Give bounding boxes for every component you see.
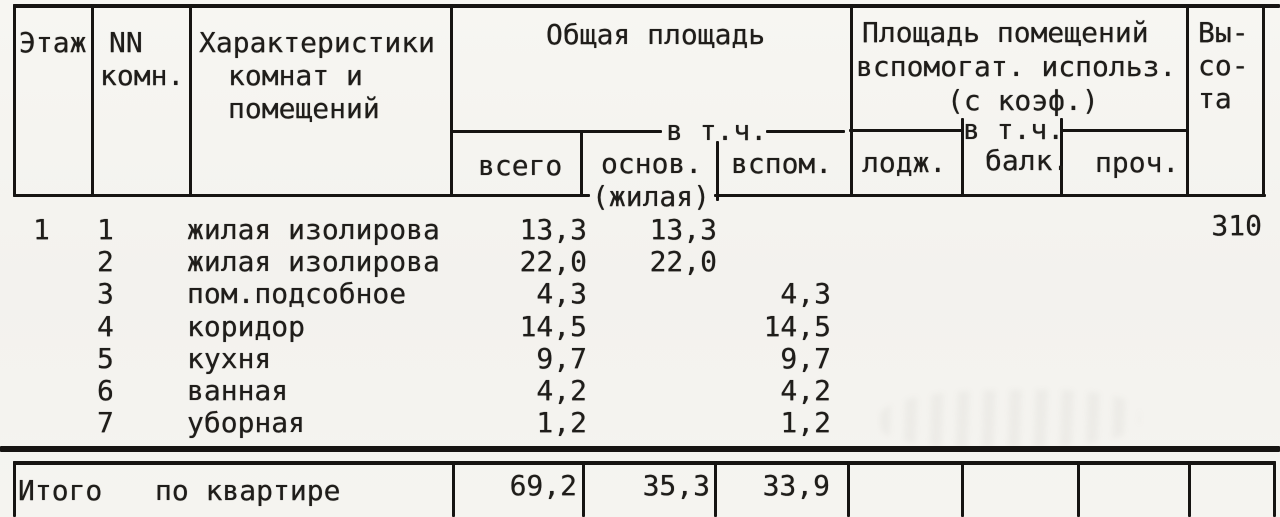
characteristics-column-header-line3: помещений (228, 92, 380, 125)
grid-line (714, 194, 1266, 197)
cell-room-no: 2 (97, 245, 114, 278)
cell-aux: 9,7 (780, 342, 831, 375)
heavy-rule (0, 446, 1280, 452)
cell-aux: 14,5 (763, 310, 831, 343)
grid-line (451, 130, 662, 133)
cell-aux: 4,3 (780, 277, 831, 310)
cell-name: ванная (187, 374, 289, 407)
cell-aux: 4,2 (780, 374, 831, 407)
grid-line (847, 461, 850, 517)
totals-scope: по квартире (155, 474, 341, 507)
cell-floor: 1 (33, 213, 50, 246)
grid-line (766, 130, 845, 133)
cell-total: 14,5 (519, 310, 587, 343)
cell-room-no: 1 (97, 213, 114, 246)
grid-line (961, 461, 964, 517)
cell-room-no: 3 (97, 277, 114, 310)
subcolumn-main-header: основ. (601, 147, 703, 180)
cell-main: 13,3 (649, 213, 717, 246)
cell-name: пом.подсобное (187, 277, 407, 310)
grid-line (1061, 129, 1187, 132)
subcolumn-other-header: проч. (1095, 146, 1180, 179)
subcolumn-loggia-header: лодж. (862, 146, 947, 179)
height-column-header-line3: та (1198, 82, 1232, 115)
grid-line (580, 130, 583, 197)
subcolumn-aux-header: вспом. (731, 147, 833, 180)
cell-name: жилая изолирова (187, 213, 440, 246)
aux-area-group-header: Площадь помещений (862, 16, 1149, 49)
grid-line (716, 141, 719, 201)
cell-room-no: 6 (97, 374, 114, 407)
room-number-column-header: NN (109, 26, 143, 59)
grid-line (13, 461, 1276, 465)
grid-line (91, 4, 94, 197)
room-number-column-header-line2: комн. (100, 59, 185, 92)
height-column-header: Вы- (1198, 16, 1249, 49)
cell-aux: 1,2 (780, 406, 831, 439)
bleed-through-smudge (880, 388, 1141, 451)
height-column-header-line2: со- (1198, 49, 1249, 82)
cell-room-no: 5 (97, 342, 114, 375)
totals-label: Итого (18, 474, 103, 507)
subcolumn-balcony-header: балк. (985, 144, 1070, 177)
including-label-right: в т.ч. (963, 113, 1065, 146)
cell-total: 1,2 (536, 406, 587, 439)
cell-name: коридор (187, 310, 306, 343)
cell-name: уборная (187, 406, 306, 439)
grid-line (13, 4, 1280, 8)
total-area-group-header: Общая площадь (546, 18, 766, 51)
cell-room-no: 4 (97, 310, 114, 343)
grid-line (1077, 461, 1080, 517)
cell-height: 310 (1211, 209, 1262, 242)
cell-total: 13,3 (519, 213, 587, 246)
cell-total: 4,3 (536, 277, 587, 310)
floor-column-header: Этаж (19, 26, 87, 59)
cell-name: кухня (187, 342, 272, 375)
subcolumn-total-header: всего (478, 149, 563, 182)
totals-total: 69,2 (509, 469, 577, 502)
characteristics-column-header-line2: комнат и (228, 59, 363, 92)
cell-name: жилая изолирова (187, 245, 440, 278)
including-label-left: в т.ч. (666, 114, 768, 147)
totals-main: 35,3 (642, 469, 710, 502)
grid-line (1273, 461, 1276, 517)
grid-line (13, 461, 16, 517)
cell-total: 4,2 (536, 374, 587, 407)
totals-aux: 33,9 (762, 469, 830, 502)
grid-line (189, 4, 192, 197)
grid-line (450, 4, 453, 197)
subcolumn-main-note: (жилая) (592, 180, 711, 213)
aux-area-group-header-line3: (с коэф.) (947, 84, 1099, 117)
cell-total: 9,7 (536, 342, 587, 375)
grid-line (1262, 4, 1265, 197)
grid-line (1188, 461, 1191, 517)
grid-line (13, 4, 16, 197)
cell-main: 22,0 (649, 245, 717, 278)
grid-line (849, 129, 962, 132)
grid-line (850, 4, 853, 197)
aux-area-group-header-line2: вспомогат. использ. (856, 50, 1177, 83)
characteristics-column-header: Характеристики (199, 26, 436, 59)
grid-line (1186, 4, 1189, 197)
cell-total: 22,0 (519, 245, 587, 278)
grid-line (13, 194, 590, 197)
cell-room-no: 7 (97, 406, 114, 439)
